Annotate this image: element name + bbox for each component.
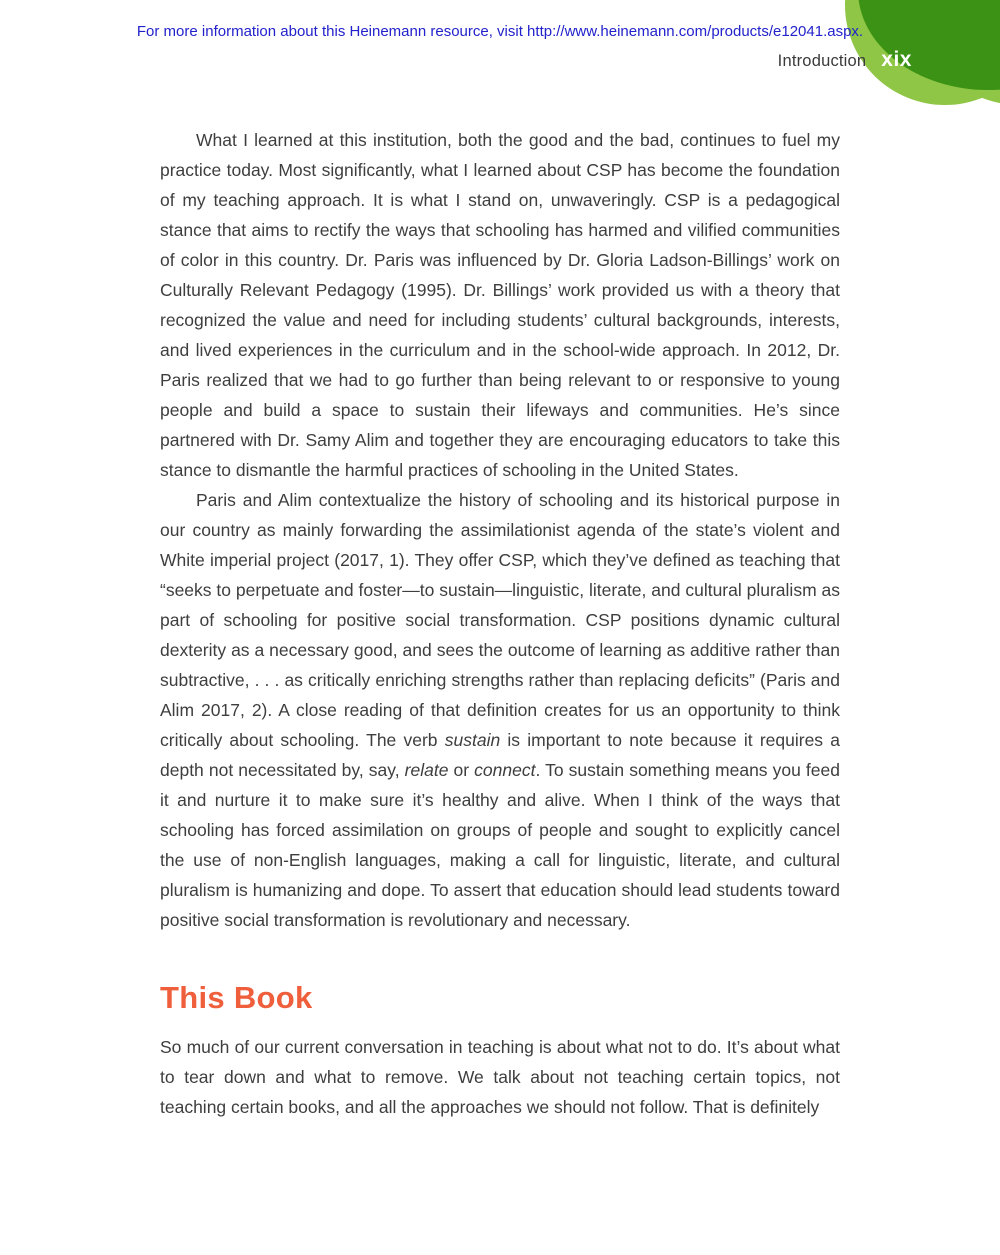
running-header [778, 48, 912, 72]
paragraph-2-segment: Paris and Alim contextualize the history of schooling and its historical purpose in our country as mainly forwarding the assimilationist agenda of the state’s violent and White imperial project (2017, 1). They offer CSP, which they’ve defined as teaching that “seeks to perpetuate and foster—to sustain—linguistic, literate, and cultural pluralism as part of schooling for positive social transformation. CSP positions dynamic cultural dexterity as a necessary good, and sees the outcome of learning as additive rather than subtractive, . . . as critically enriching strengths rather than replacing deficits” (Paris and Alim 2017, 2). A close reading of that definition creates for us an opportunity to think critically about schooling. The verb [160, 490, 840, 750]
heinemann-resource-link[interactable]: For more information about this Heinemann resource, visit http://www.heinemann.com/products/e12041.aspx. [136, 23, 864, 40]
page-number: xix [881, 48, 912, 71]
paragraph-2-italic-connect: connect [474, 760, 536, 780]
resource-link-row [0, 23, 1000, 41]
paragraph-2-segment: is important to note because it requires a depth not necessitated by, say, [160, 730, 840, 780]
paragraph-2-italic-relate: relate [404, 760, 449, 780]
section-heading-this-book: This Book [160, 980, 313, 1015]
chapter-label: Introduction [777, 52, 867, 70]
section-paragraph-1-text: So much of our current conversation in teaching is about what not to do. It’s about what to tear down and what to remove. We talk about not teaching certain topics, not teaching certain books, and all the approaches we should not follow. That is definitely [160, 1037, 840, 1117]
paragraph-1-text: What I learned at this institution, both the good and the bad, continues to fuel my practice today. Most significantly, what I learned about CSP has become the foundation of my teaching approach. It is what I stand on, unwaveringly. CSP is a pedagogical stance that aims to rectify the ways that schooling has harmed and vilified communities of color in this country. Dr. Paris was influenced by Dr. Gloria Ladson-Billings’ work on Culturally Relevant Pedagogy (1995). Dr. Billings’ work provided us with a theory that recognized the value and need for including students’ cultural backgrounds, interests, and lived experiences in the curriculum and in the school-wide approach. In 2012, Dr. Paris realized that we had to go further than being relevant to or responsive to young people and build a space to sustain their lifeways and communities. He’s since partnered with Dr. Samy Alim and together they are encouraging educators to take this stance to dismantle the harmful practices of schooling in the United States. [160, 130, 840, 480]
page-body [160, 125, 840, 1122]
body-paragraph-1 [160, 125, 840, 485]
body-paragraph-2 [160, 485, 840, 935]
section-paragraph-1 [160, 1032, 840, 1122]
paragraph-2-italic-sustain: sustain [444, 730, 501, 750]
paragraph-2-segment: or [448, 760, 475, 780]
paragraph-2-segment: . To sustain something means you feed it and nurture it to make sure it’s healthy and alive. When I think of the ways that schooling has forced assimilation on groups of people and sought to explicitly cancel the use of non-English languages, making a call for linguistic, literate, and cultural pluralism is humanizing and dope. To assert that education should lead students toward positive social transformation is revolutionary and necessary. [160, 760, 840, 930]
